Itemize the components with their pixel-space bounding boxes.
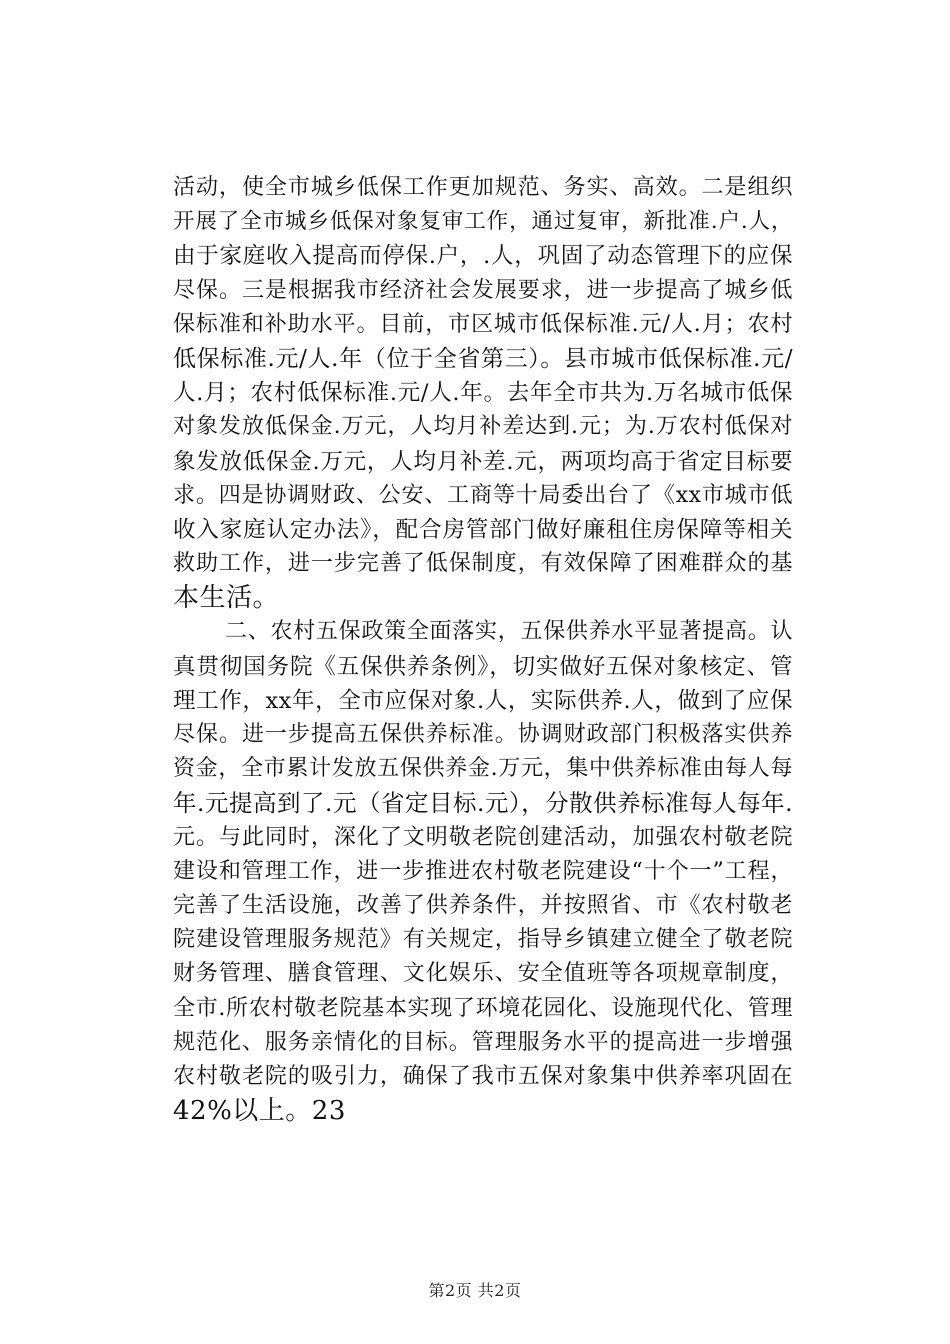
text-line: 保标准和补助水平。目前，市区城市低保标准.元/人.月；农村 bbox=[173, 311, 793, 337]
text-line: 完善了生活设施，改善了供养条件，并按照省、市《农村敬老 bbox=[173, 892, 793, 918]
text-line: 人.月；农村低保标准.元/人.年。去年全市共为.万名城市低保 bbox=[173, 380, 793, 407]
text-line: 救助工作，进一步完善了低保制度，有效保障了困难群众的基 bbox=[173, 551, 793, 577]
text-line: 全市.所农村敬老院基本实现了环境花园化、设施现代化、管理 bbox=[173, 995, 793, 1021]
text-line: 资金，全市累计发放五保供养金.万元，集中供养标准由每人每 bbox=[173, 756, 793, 782]
text-line: 本生活。 bbox=[173, 583, 280, 614]
text-line: 元。与此同时，深化了文明敬老院创建活动，加强农村敬老院 bbox=[173, 824, 793, 850]
text-line: 院建设管理服务规范》有关规定，指导乡镇建立健全了敬老院 bbox=[173, 927, 793, 953]
text-line: 农村敬老院的吸引力，确保了我市五保对象集中供养率巩固在 bbox=[173, 1063, 793, 1089]
text-line: 42%以上。23 bbox=[173, 1096, 346, 1127]
text-line: 尽保。三是根据我市经济社会发展要求，进一步提高了城乡低 bbox=[173, 277, 793, 303]
text-line: 真贯彻国务院《五保供养条例》，切实做好五保对象核定、管 bbox=[173, 653, 793, 680]
text-line: 理工作，xx年，全市应保对象.人，实际供养.人，做到了应保 bbox=[173, 687, 793, 714]
paragraph-low-income-security bbox=[173, 171, 793, 615]
text-line: 低保标准.元/人.年（位于全省第三）。县市城市低保标准.元/ bbox=[173, 345, 793, 372]
text-line: 年.元提高到了.元（省定目标.元），分散供养标准每人每年. bbox=[173, 789, 794, 818]
paragraph-rural-five-guarantees bbox=[173, 615, 793, 1128]
text-line: 收入家庭认定办法》，配合房管部门做好廉租住房保障等相关 bbox=[173, 516, 793, 543]
text-line: 求。四是协调财政、公安、工商等十局委出台了《xx市城市低 bbox=[173, 482, 793, 508]
text-line: 尽保。进一步提高五保供养标准。协调财政部门积极落实供养 bbox=[173, 722, 793, 747]
text-line: 开展了全市城乡低保对象复审工作，通过复审，新批准.户.人， bbox=[173, 209, 793, 235]
text-line: 活动，使全市城乡低保工作更加规范、务实、高效。二是组织 bbox=[173, 175, 793, 200]
text-line: 二、农村五保政策全面落实，五保供养水平显著提高。认 bbox=[225, 619, 793, 645]
text-line: 象发放低保金.万元，人均月补差.元，两项均高于省定目标要 bbox=[173, 448, 793, 475]
text-line: 规范化、服务亲情化的目标。管理服务水平的提高进一步增强 bbox=[173, 1029, 793, 1055]
page-number-footer: 第2页 共2页 bbox=[428, 1281, 522, 1300]
text-line: 由于家庭收入提高而停保.户，.人，巩固了动态管理下的应保 bbox=[173, 243, 793, 270]
text-line: 财务管理、膳食管理、文化娱乐、安全值班等各项规章制度， bbox=[173, 961, 793, 987]
text-line: 建设和管理工作，进一步推进农村敬老院建设“十个一”工程， bbox=[173, 858, 793, 884]
document-body bbox=[173, 171, 793, 1128]
text-line: 对象发放低保金.万元，人均月补差达到.元；为.万农村低保对 bbox=[173, 414, 793, 440]
